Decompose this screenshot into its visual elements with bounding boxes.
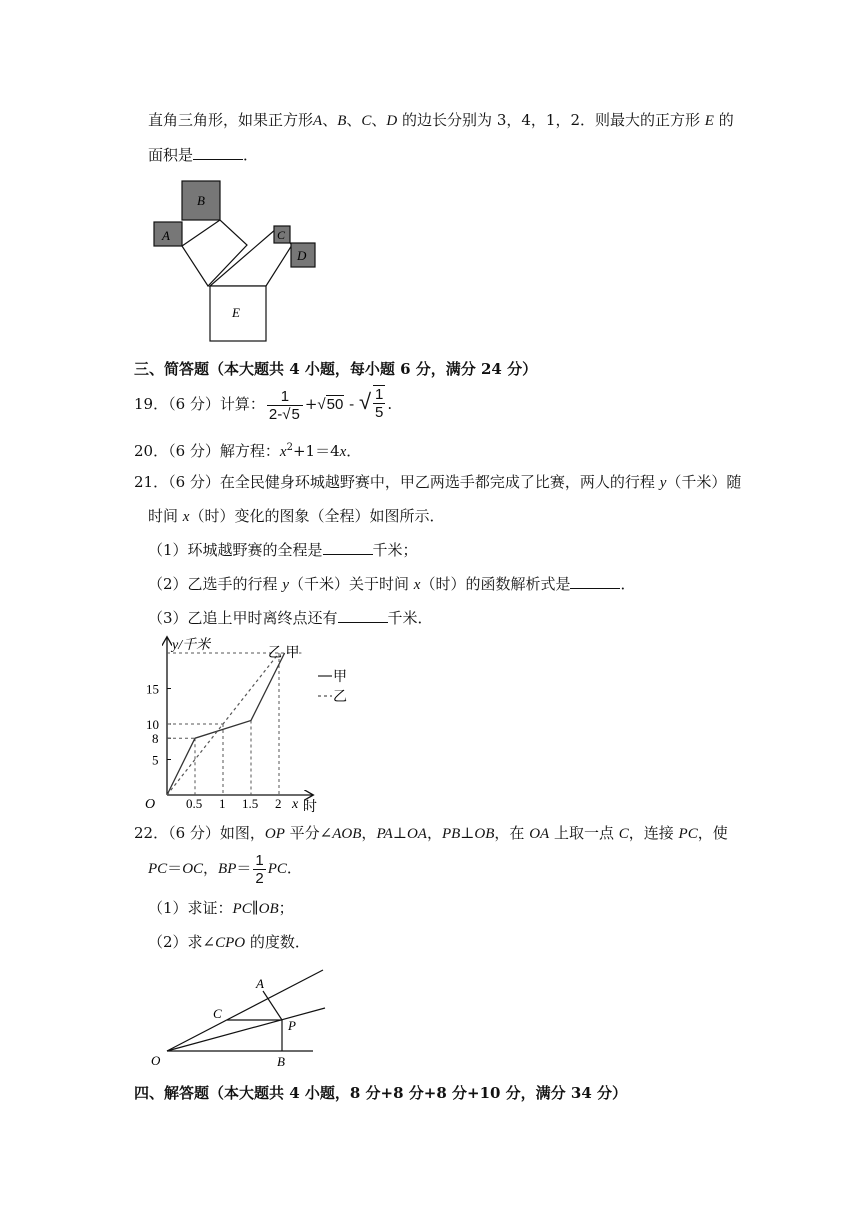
x-axis-label: x	[292, 797, 299, 812]
sqrt-fraction: √ $\frac{1}{5}$	[358, 386, 384, 422]
label-c: C	[213, 1006, 222, 1021]
y-tick-0: 5	[152, 752, 159, 768]
section-three-title: 三、简答题（本大题共 4 小题，每小题 6 分，满分 24 分）	[134, 360, 538, 378]
section-four-title: 四、解答题（本大题共 4 小题，8 分+8 分+8 分+10 分，满分 34 分）	[134, 1084, 627, 1102]
answer-blank	[338, 608, 388, 623]
x-tick-3: 2	[275, 796, 282, 811]
top-series-labels: 乙 甲	[268, 646, 300, 661]
q18-line2: 面积是 ．	[148, 146, 259, 164]
label-a: A	[256, 976, 264, 991]
x-tick-labels	[186, 796, 282, 811]
label-b: B	[277, 1054, 285, 1069]
q22-line2: PC＝OC，BP＝ $\frac{1}{2}$ PC．	[148, 851, 302, 887]
series-jia-line	[167, 653, 285, 795]
label-o: O	[151, 1053, 161, 1068]
legend-yi-label: 乙	[333, 690, 347, 705]
q21-part3: （3）乙追上甲时离终点还有 千米．	[148, 609, 433, 627]
label-e: E	[232, 305, 240, 320]
q22-part2: （2）求∠CPO 的度数．	[148, 933, 310, 951]
label-p: P	[288, 1018, 296, 1033]
ray-op	[167, 1008, 325, 1051]
label-b: B	[197, 193, 205, 208]
x-tick-0: 0.5	[186, 796, 203, 811]
sqrt-50: √50	[317, 396, 344, 413]
label-c: C	[277, 228, 286, 242]
label-a: A	[162, 228, 170, 243]
origin-label: O	[145, 797, 156, 812]
angle-bisector-figure	[145, 962, 335, 1072]
q18-line1: 直角三角形，如果正方形A、B、C、D 的边长分别为 3，4，1，2．则最大的正方形 E 的	[148, 111, 734, 129]
distance-time-graph	[140, 630, 365, 815]
answer-blank	[570, 574, 620, 589]
q22-part1: （1）求证：PC∥OB；	[148, 899, 294, 917]
squares-figure	[150, 178, 330, 344]
q20: 20．（6 分）解方程：$x^2+1=4x$．	[134, 442, 362, 460]
answer-blank	[323, 540, 373, 555]
label-d: D	[297, 248, 307, 263]
fraction-1: $\frac{1}{2-√5}$	[267, 388, 303, 423]
q21-line1: 21．（6 分）在全民健身环城越野赛中，甲乙两选手都完成了比赛，两人的行程 y（千米）随	[134, 473, 742, 491]
q21-part1: （1）环城越野赛的全程是 千米；	[148, 541, 418, 559]
q21-part2: （2）乙选手的行程 y（千米）关于时间 x（时）的函数解析式是 ．	[148, 575, 636, 593]
x-tick-2: 1.5	[242, 796, 259, 811]
y-axis-label: y/千米	[172, 638, 211, 653]
y-tick-2: 10	[146, 717, 159, 732]
y-tick-3: 15	[146, 681, 159, 697]
fraction-half: $\frac{1}{2}$	[255, 851, 264, 887]
legend-jia-label: 甲	[333, 670, 347, 685]
y-tick-1: 8	[152, 731, 159, 747]
x-tick-1: 1	[219, 796, 226, 811]
ray-oa	[167, 970, 323, 1051]
segment-pa	[263, 991, 282, 1020]
q21-line2: 时间 x（时）变化的图象（全程）如图所示．	[148, 507, 445, 525]
guide-lines	[167, 653, 301, 795]
q19: 19．（6 分）计算： $\frac{1}{2-√5}$ +√50 - √ $\frac{1}{5}$ .	[134, 382, 392, 425]
answer-blank	[193, 145, 243, 160]
x-axis-unit: 时	[303, 800, 317, 815]
q22-line1: 22．（6 分）如图，OP 平分∠AOB，PA⊥OA，PB⊥OB，在 OA 上取一点 C，连接 PC，使	[134, 824, 728, 842]
